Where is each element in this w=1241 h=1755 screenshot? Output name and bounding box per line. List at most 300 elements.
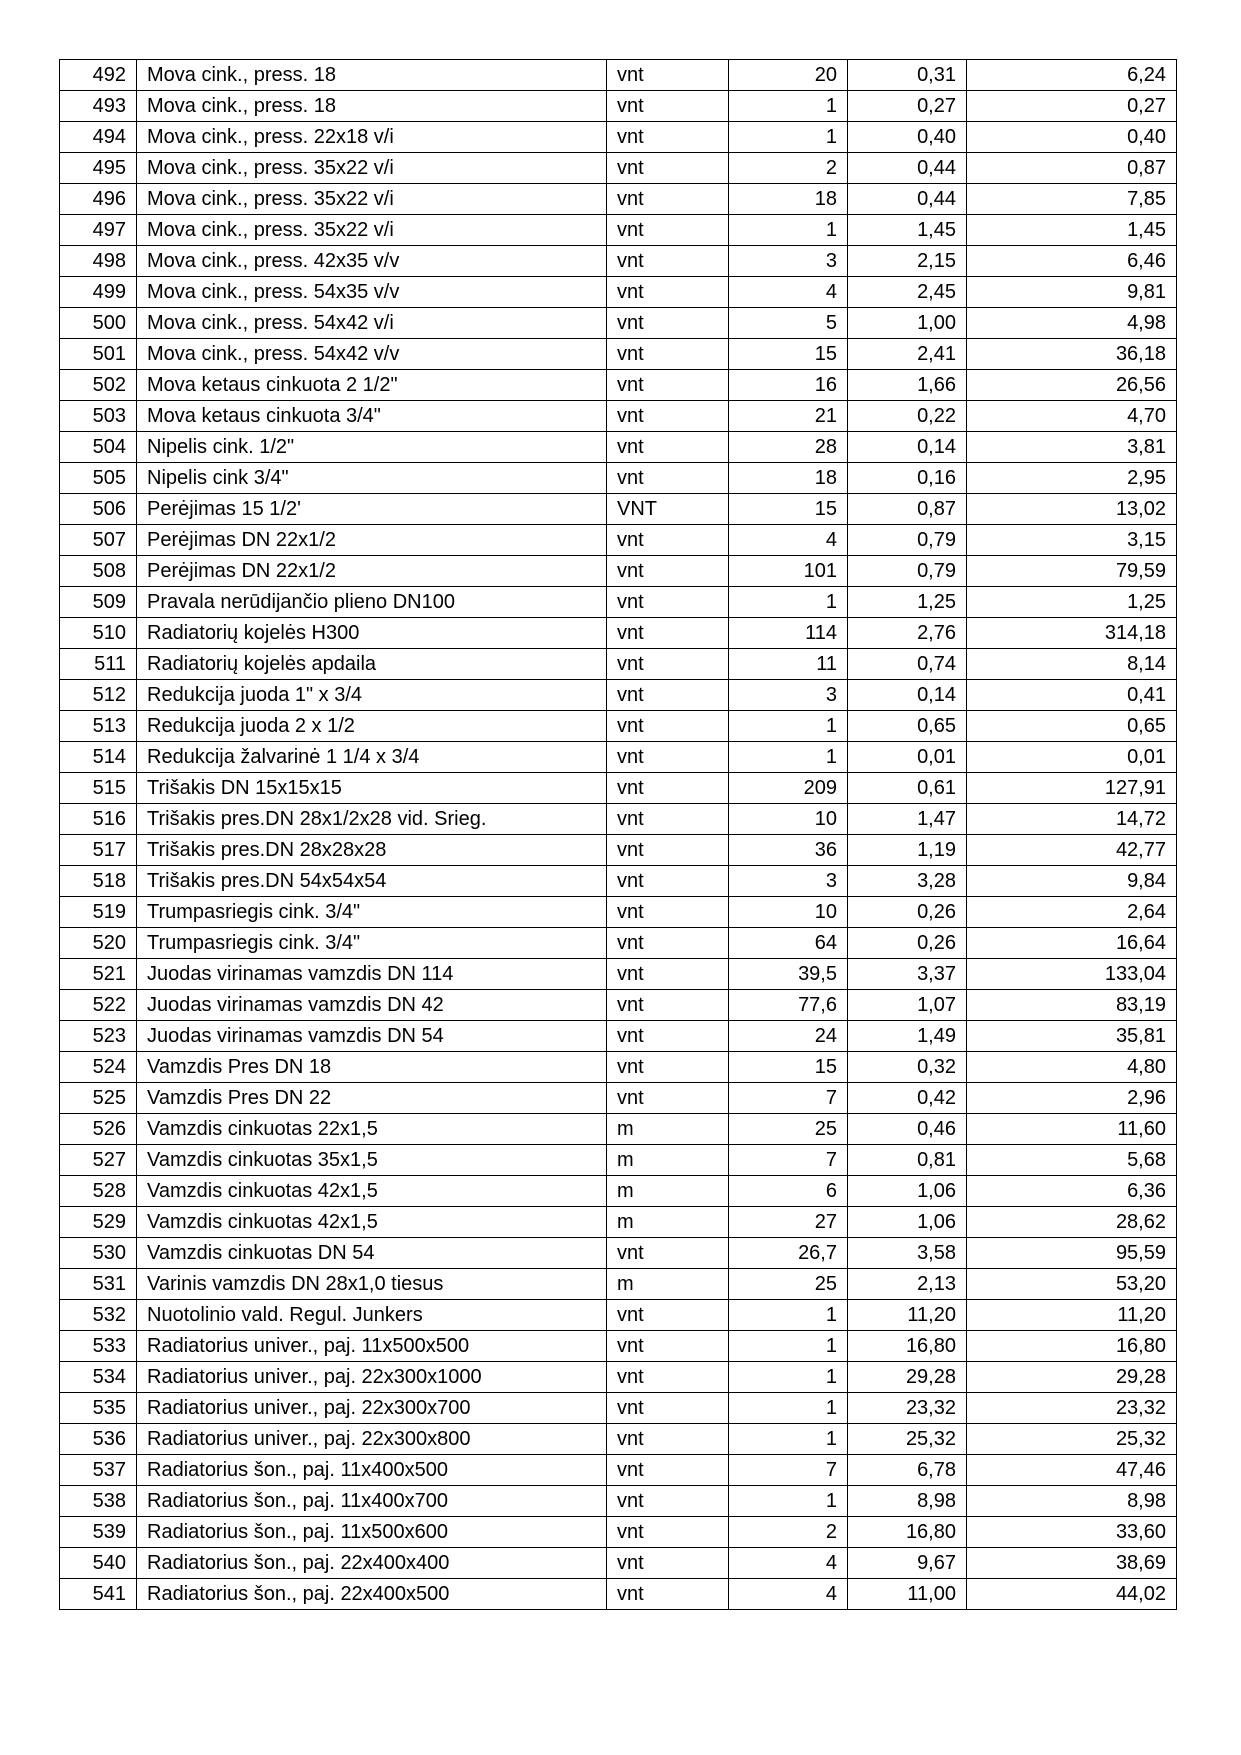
table-row [60,773,1177,804]
item-name-cell: Radiatorius univer., paj. 22x300x700 [137,1393,607,1424]
unit-cell: vnt [607,959,729,990]
total-cell: 1,25 [967,587,1177,618]
quantity-cell: 5 [729,308,848,339]
table-row [60,1145,1177,1176]
unit-price-cell: 0,46 [848,1114,967,1145]
row-number-cell: 495 [60,153,137,184]
table-row [60,1517,1177,1548]
row-number-cell: 493 [60,91,137,122]
unit-cell: vnt [607,1052,729,1083]
table-row [60,463,1177,494]
row-number-cell: 532 [60,1300,137,1331]
unit-price-cell: 0,87 [848,494,967,525]
row-number-cell: 510 [60,618,137,649]
unit-cell: vnt [607,928,729,959]
row-number-cell: 515 [60,773,137,804]
quantity-cell: 11 [729,649,848,680]
unit-price-cell: 11,00 [848,1579,967,1610]
total-cell: 25,32 [967,1424,1177,1455]
quantity-cell: 3 [729,680,848,711]
unit-cell: vnt [607,649,729,680]
unit-price-cell: 2,13 [848,1269,967,1300]
total-cell: 0,27 [967,91,1177,122]
row-number-cell: 539 [60,1517,137,1548]
quantity-cell: 114 [729,618,848,649]
quantity-cell: 27 [729,1207,848,1238]
unit-price-cell: 0,14 [848,432,967,463]
quantity-cell: 77,6 [729,990,848,1021]
unit-price-cell: 0,61 [848,773,967,804]
total-cell: 36,18 [967,339,1177,370]
unit-price-cell: 0,79 [848,556,967,587]
unit-cell: m [607,1269,729,1300]
quantity-cell: 25 [729,1114,848,1145]
unit-cell: vnt [607,153,729,184]
item-name-cell: Radiatorius šon., paj. 11x400x500 [137,1455,607,1486]
unit-price-cell: 1,25 [848,587,967,618]
unit-cell: vnt [607,835,729,866]
unit-cell: vnt [607,432,729,463]
row-number-cell: 527 [60,1145,137,1176]
item-name-cell: Mova cink., press. 54x42 v/i [137,308,607,339]
quantity-cell: 36 [729,835,848,866]
table-row [60,1455,1177,1486]
item-name-cell: Trišakis pres.DN 54x54x54 [137,866,607,897]
table-row [60,308,1177,339]
item-name-cell: Vamzdis cinkuotas 35x1,5 [137,1145,607,1176]
row-number-cell: 541 [60,1579,137,1610]
unit-cell: m [607,1176,729,1207]
inventory-table [59,59,1177,1610]
item-name-cell: Nipelis cink. 1/2" [137,432,607,463]
quantity-cell: 4 [729,1579,848,1610]
total-cell: 9,81 [967,277,1177,308]
table-row [60,618,1177,649]
quantity-cell: 1 [729,1486,848,1517]
item-name-cell: Redukcija juoda 1" x 3/4 [137,680,607,711]
row-number-cell: 538 [60,1486,137,1517]
item-name-cell: Juodas virinamas vamzdis DN 42 [137,990,607,1021]
table-row [60,928,1177,959]
unit-cell: vnt [607,246,729,277]
row-number-cell: 514 [60,742,137,773]
table-row [60,959,1177,990]
row-number-cell: 528 [60,1176,137,1207]
unit-price-cell: 1,66 [848,370,967,401]
unit-price-cell: 1,06 [848,1176,967,1207]
row-number-cell: 496 [60,184,137,215]
row-number-cell: 521 [60,959,137,990]
item-name-cell: Juodas virinamas vamzdis DN 54 [137,1021,607,1052]
quantity-cell: 1 [729,711,848,742]
total-cell: 133,04 [967,959,1177,990]
unit-cell: vnt [607,618,729,649]
unit-price-cell: 9,67 [848,1548,967,1579]
unit-price-cell: 0,74 [848,649,967,680]
unit-price-cell: 0,65 [848,711,967,742]
unit-price-cell: 2,45 [848,277,967,308]
total-cell: 8,98 [967,1486,1177,1517]
table-row [60,525,1177,556]
unit-cell: vnt [607,587,729,618]
unit-cell: m [607,1114,729,1145]
unit-price-cell: 3,28 [848,866,967,897]
total-cell: 42,77 [967,835,1177,866]
item-name-cell: Vamzdis cinkuotas 22x1,5 [137,1114,607,1145]
quantity-cell: 1 [729,1393,848,1424]
unit-cell: vnt [607,1548,729,1579]
table-row [60,277,1177,308]
unit-price-cell: 3,58 [848,1238,967,1269]
quantity-cell: 209 [729,773,848,804]
unit-cell: vnt [607,1021,729,1052]
total-cell: 4,98 [967,308,1177,339]
quantity-cell: 7 [729,1455,848,1486]
row-number-cell: 525 [60,1083,137,1114]
unit-price-cell: 0,27 [848,91,967,122]
item-name-cell: Radiatorius šon., paj. 11x400x700 [137,1486,607,1517]
item-name-cell: Mova cink., press. 42x35 v/v [137,246,607,277]
quantity-cell: 1 [729,1362,848,1393]
total-cell: 28,62 [967,1207,1177,1238]
total-cell: 26,56 [967,370,1177,401]
total-cell: 29,28 [967,1362,1177,1393]
row-number-cell: 511 [60,649,137,680]
unit-price-cell: 1,07 [848,990,967,1021]
unit-cell: vnt [607,1424,729,1455]
unit-cell: vnt [607,339,729,370]
item-name-cell: Perėjimas DN 22x1/2 [137,556,607,587]
quantity-cell: 3 [729,866,848,897]
total-cell: 16,80 [967,1331,1177,1362]
quantity-cell: 6 [729,1176,848,1207]
row-number-cell: 512 [60,680,137,711]
quantity-cell: 1 [729,587,848,618]
table-row [60,1424,1177,1455]
row-number-cell: 517 [60,835,137,866]
quantity-cell: 21 [729,401,848,432]
item-name-cell: Trumpasriegis cink. 3/4" [137,928,607,959]
unit-cell: vnt [607,184,729,215]
total-cell: 79,59 [967,556,1177,587]
item-name-cell: Pravala nerūdijančio plieno DN100 [137,587,607,618]
item-name-cell: Mova ketaus cinkuota 3/4" [137,401,607,432]
unit-price-cell: 11,20 [848,1300,967,1331]
quantity-cell: 2 [729,1517,848,1548]
item-name-cell: Trišakis pres.DN 28x1/2x28 vid. Srieg. [137,804,607,835]
unit-cell: vnt [607,277,729,308]
row-number-cell: 499 [60,277,137,308]
item-name-cell: Trišakis pres.DN 28x28x28 [137,835,607,866]
table-row [60,897,1177,928]
quantity-cell: 10 [729,804,848,835]
total-cell: 314,18 [967,618,1177,649]
unit-cell: vnt [607,1238,729,1269]
item-name-cell: Mova cink., press. 54x42 v/v [137,339,607,370]
unit-price-cell: 0,26 [848,897,967,928]
unit-price-cell: 0,22 [848,401,967,432]
row-number-cell: 501 [60,339,137,370]
unit-cell: vnt [607,1486,729,1517]
unit-price-cell: 29,28 [848,1362,967,1393]
table-row [60,1207,1177,1238]
item-name-cell: Radiatorius šon., paj. 11x500x600 [137,1517,607,1548]
table-row [60,835,1177,866]
total-cell: 1,45 [967,215,1177,246]
unit-cell: m [607,1207,729,1238]
quantity-cell: 15 [729,339,848,370]
quantity-cell: 10 [729,897,848,928]
item-name-cell: Trumpasriegis cink. 3/4" [137,897,607,928]
unit-price-cell: 0,01 [848,742,967,773]
item-name-cell: Vamzdis cinkuotas 42x1,5 [137,1176,607,1207]
unit-price-cell: 3,37 [848,959,967,990]
unit-cell: vnt [607,401,729,432]
row-number-cell: 507 [60,525,137,556]
quantity-cell: 18 [729,184,848,215]
item-name-cell: Redukcija juoda 2 x 1/2 [137,711,607,742]
quantity-cell: 1 [729,1424,848,1455]
item-name-cell: Mova cink., press. 35x22 v/i [137,153,607,184]
row-number-cell: 505 [60,463,137,494]
table-row [60,587,1177,618]
item-name-cell: Juodas virinamas vamzdis DN 114 [137,959,607,990]
table-row [60,432,1177,463]
item-name-cell: Vamzdis Pres DN 18 [137,1052,607,1083]
total-cell: 83,19 [967,990,1177,1021]
table-row [60,1486,1177,1517]
unit-cell: vnt [607,990,729,1021]
row-number-cell: 516 [60,804,137,835]
table-row [60,1579,1177,1610]
unit-price-cell: 0,31 [848,60,967,91]
unit-price-cell: 2,15 [848,246,967,277]
table-row [60,339,1177,370]
unit-cell: vnt [607,804,729,835]
total-cell: 9,84 [967,866,1177,897]
table-row [60,680,1177,711]
item-name-cell: Redukcija žalvarinė 1 1/4 x 3/4 [137,742,607,773]
unit-cell: vnt [607,866,729,897]
quantity-cell: 7 [729,1145,848,1176]
row-number-cell: 518 [60,866,137,897]
row-number-cell: 498 [60,246,137,277]
row-number-cell: 540 [60,1548,137,1579]
table-row [60,1331,1177,1362]
total-cell: 8,14 [967,649,1177,680]
quantity-cell: 15 [729,1052,848,1083]
total-cell: 0,41 [967,680,1177,711]
unit-price-cell: 0,81 [848,1145,967,1176]
unit-price-cell: 0,32 [848,1052,967,1083]
row-number-cell: 537 [60,1455,137,1486]
unit-price-cell: 23,32 [848,1393,967,1424]
unit-price-cell: 1,47 [848,804,967,835]
total-cell: 6,36 [967,1176,1177,1207]
unit-price-cell: 0,44 [848,153,967,184]
unit-cell: vnt [607,773,729,804]
table-row [60,866,1177,897]
table-row [60,153,1177,184]
item-name-cell: Radiatorius univer., paj. 22x300x800 [137,1424,607,1455]
quantity-cell: 20 [729,60,848,91]
row-number-cell: 500 [60,308,137,339]
row-number-cell: 526 [60,1114,137,1145]
quantity-cell: 28 [729,432,848,463]
total-cell: 14,72 [967,804,1177,835]
item-name-cell: Mova cink., press. 18 [137,91,607,122]
table-row [60,1021,1177,1052]
table-row [60,711,1177,742]
unit-price-cell: 1,00 [848,308,967,339]
total-cell: 0,65 [967,711,1177,742]
unit-price-cell: 0,44 [848,184,967,215]
total-cell: 53,20 [967,1269,1177,1300]
table-row [60,246,1177,277]
total-cell: 47,46 [967,1455,1177,1486]
unit-price-cell: 0,40 [848,122,967,153]
table-row [60,1362,1177,1393]
quantity-cell: 101 [729,556,848,587]
table-row [60,556,1177,587]
item-name-cell: Radiatorių kojelės apdaila [137,649,607,680]
total-cell: 3,15 [967,525,1177,556]
total-cell: 38,69 [967,1548,1177,1579]
item-name-cell: Radiatorius šon., paj. 22x400x400 [137,1548,607,1579]
table-row [60,1176,1177,1207]
row-number-cell: 497 [60,215,137,246]
item-name-cell: Vamzdis cinkuotas DN 54 [137,1238,607,1269]
unit-price-cell: 1,19 [848,835,967,866]
table-row [60,1548,1177,1579]
table-row [60,1083,1177,1114]
total-cell: 23,32 [967,1393,1177,1424]
quantity-cell: 1 [729,742,848,773]
unit-cell: vnt [607,60,729,91]
total-cell: 3,81 [967,432,1177,463]
table-row [60,742,1177,773]
item-name-cell: Mova cink., press. 22x18 v/i [137,122,607,153]
unit-cell: vnt [607,1517,729,1548]
total-cell: 6,24 [967,60,1177,91]
total-cell: 2,95 [967,463,1177,494]
item-name-cell: Radiatorius šon., paj. 22x400x500 [137,1579,607,1610]
unit-cell: vnt [607,1579,729,1610]
item-name-cell: Nuotolinio vald. Regul. Junkers [137,1300,607,1331]
unit-cell: vnt [607,742,729,773]
row-number-cell: 503 [60,401,137,432]
quantity-cell: 4 [729,277,848,308]
row-number-cell: 492 [60,60,137,91]
row-number-cell: 535 [60,1393,137,1424]
table-row [60,990,1177,1021]
quantity-cell: 18 [729,463,848,494]
row-number-cell: 522 [60,990,137,1021]
quantity-cell: 2 [729,153,848,184]
row-number-cell: 533 [60,1331,137,1362]
item-name-cell: Perėjimas DN 22x1/2 [137,525,607,556]
unit-cell: vnt [607,122,729,153]
total-cell: 6,46 [967,246,1177,277]
unit-price-cell: 16,80 [848,1517,967,1548]
total-cell: 7,85 [967,184,1177,215]
table-row [60,91,1177,122]
total-cell: 0,01 [967,742,1177,773]
row-number-cell: 524 [60,1052,137,1083]
table-row [60,494,1177,525]
unit-cell: vnt [607,897,729,928]
unit-price-cell: 2,41 [848,339,967,370]
item-name-cell: Mova cink., press. 35x22 v/i [137,215,607,246]
row-number-cell: 502 [60,370,137,401]
row-number-cell: 494 [60,122,137,153]
item-name-cell: Mova cink., press. 18 [137,60,607,91]
unit-cell: vnt [607,1083,729,1114]
inventory-table-body [60,60,1177,1610]
quantity-cell: 3 [729,246,848,277]
total-cell: 13,02 [967,494,1177,525]
item-name-cell: Radiatorių kojelės H300 [137,618,607,649]
item-name-cell: Perėjimas 15 1/2' [137,494,607,525]
row-number-cell: 523 [60,1021,137,1052]
unit-cell: m [607,1145,729,1176]
unit-price-cell: 8,98 [848,1486,967,1517]
table-row [60,1269,1177,1300]
table-row [60,1238,1177,1269]
quantity-cell: 7 [729,1083,848,1114]
row-number-cell: 529 [60,1207,137,1238]
quantity-cell: 39,5 [729,959,848,990]
unit-price-cell: 0,79 [848,525,967,556]
total-cell: 11,60 [967,1114,1177,1145]
unit-price-cell: 0,26 [848,928,967,959]
item-name-cell: Varinis vamzdis DN 28x1,0 tiesus [137,1269,607,1300]
unit-price-cell: 1,49 [848,1021,967,1052]
quantity-cell: 4 [729,1548,848,1579]
unit-price-cell: 25,32 [848,1424,967,1455]
unit-price-cell: 0,14 [848,680,967,711]
total-cell: 33,60 [967,1517,1177,1548]
total-cell: 4,80 [967,1052,1177,1083]
quantity-cell: 25 [729,1269,848,1300]
row-number-cell: 509 [60,587,137,618]
item-name-cell: Trišakis DN 15x15x15 [137,773,607,804]
item-name-cell: Radiatorius univer., paj. 22x300x1000 [137,1362,607,1393]
total-cell: 44,02 [967,1579,1177,1610]
table-row [60,401,1177,432]
row-number-cell: 508 [60,556,137,587]
table-row [60,1114,1177,1145]
unit-cell: vnt [607,680,729,711]
quantity-cell: 1 [729,215,848,246]
total-cell: 2,96 [967,1083,1177,1114]
unit-cell: vnt [607,463,729,494]
table-row [60,122,1177,153]
quantity-cell: 15 [729,494,848,525]
unit-price-cell: 6,78 [848,1455,967,1486]
quantity-cell: 4 [729,525,848,556]
total-cell: 4,70 [967,401,1177,432]
table-row [60,1393,1177,1424]
total-cell: 0,40 [967,122,1177,153]
total-cell: 5,68 [967,1145,1177,1176]
unit-cell: vnt [607,1393,729,1424]
quantity-cell: 24 [729,1021,848,1052]
total-cell: 11,20 [967,1300,1177,1331]
quantity-cell: 16 [729,370,848,401]
table-row [60,184,1177,215]
total-cell: 2,64 [967,897,1177,928]
